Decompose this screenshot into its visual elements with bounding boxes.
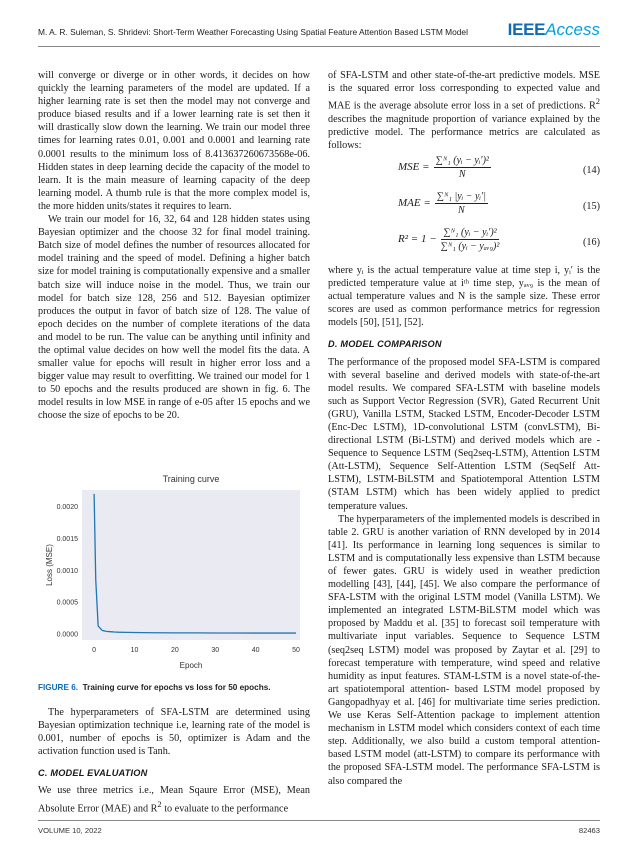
x-tick-label: 20 xyxy=(170,647,179,654)
eq15-number: (15) xyxy=(583,200,600,212)
page-header xyxy=(38,22,600,44)
y-tick-label: 0.0020 xyxy=(56,503,78,511)
y-tick-label: 0.0015 xyxy=(56,535,78,543)
eq15-denominator: N xyxy=(458,205,465,217)
equation-14 xyxy=(328,152,600,188)
rp1-sup: 2 xyxy=(595,96,600,107)
y-tick-labels xyxy=(57,504,79,639)
rp1-text-b: describes the magnitude proportion of variance explained by the predictive model. The performance metrics are calculated as follows: xyxy=(328,113,600,151)
equation-15 xyxy=(328,188,600,224)
x-tick-label: 30 xyxy=(211,647,220,654)
left-column-bottom xyxy=(38,706,310,815)
eq14-numerator: ∑ᴺ₁ (yᵢ − yᵢ′)² xyxy=(434,154,491,168)
equation-16 xyxy=(328,224,600,264)
chart-title: Training curve xyxy=(162,474,220,484)
figure-6-chart xyxy=(38,458,310,670)
right-column xyxy=(328,69,600,788)
eq16-number: (16) xyxy=(583,236,600,248)
x-tick-label: 10 xyxy=(130,647,139,654)
figure-caption-text: Training curve for epochs vs loss for 50 epochs. xyxy=(82,683,271,692)
eq15-numerator: ∑ᴺ₁ |yᵢ − yᵢ′| xyxy=(435,190,488,204)
left-paragraph-4 xyxy=(38,784,310,815)
right-paragraph-4: The hyperparameters of the implemented models is described in table 2. GRU is another variation of RNN developed by in 2014 [41]. Its performance in learning long sequences is similar to LSTM and is computationally less expensive than LSTM because of fewer gates. GRU is widely used in weather prediction modelling [43], [44], [45]. We also compare the performance of SFA-LSTM with the original LSTM model (Vanilla LSTM). We implemented an integrated LSTM-BiLSTM model which was proposed by Maddu et al. [35] to forecast soil temperature with multivariate input variables. Sequence to Sequence LSTM (seq2seq LSTM) model was proposed by Zaytar et al. [29] to forecast temperature with temperature, wind speed and relative humidity as input features. STAM-LSTM is a novel state-of-the-art spatiotemporal attention- based LSTM model proposed by Gangopadhyay et al. [46] for multivariate time series prediction. We use Keras Self-Attention package to implement attention mechanism in LSTM model which considers context of each time step. Additionally, we also build a custom temporal attention-based LSTM model (att-LSTM) to compare its performance with the proposed SFA-LSTM model. The performance SFA-LSTM is also compared the xyxy=(328,513,600,787)
x-axis-label: Epoch xyxy=(179,661,203,670)
ieee-access-logo xyxy=(508,20,600,40)
eq16-lhs: R² = 1 − xyxy=(398,233,437,246)
y-tick-label: 0.0005 xyxy=(56,599,78,607)
y-tick-label: 0.0010 xyxy=(56,567,78,575)
eq14-denominator: N xyxy=(458,169,466,181)
y-tick-label: 0.0000 xyxy=(56,631,78,639)
section-c-heading: C. MODEL EVALUATION xyxy=(38,768,148,779)
figure-label: FIGURE 6. xyxy=(38,683,79,692)
x-tick-label: 0 xyxy=(92,647,97,654)
header-rule xyxy=(38,46,600,47)
rp1-text-a: of SFA-LSTM and other state-of-the-art predictive models. MSE is the squared error loss corresponding to expected value and MAE is the average absolute error loss in a set of predictions. R xyxy=(328,70,600,112)
eq14-lhs: MSE = xyxy=(398,161,430,174)
p4-sup: 2 xyxy=(157,798,162,809)
section-d-heading: D. MODEL COMPARISON xyxy=(328,339,442,350)
left-column xyxy=(38,69,310,423)
p4-text-a: We use three metrics i.e., Mean Sqaure Error (MSE), Mean Absolute Error (MAE) and R xyxy=(38,785,310,814)
right-paragraph-2: where yᵢ is the actual temperature value at time step i, yᵢ′ is the predicted temperature value at iᵗʰ time step, yₐᵥ₉ is the mean of actual temperature values and N is the sample size. These error scores are used as common performance metrics for regression models [50], [51], [52]. xyxy=(328,264,600,329)
footer-rule xyxy=(38,820,600,821)
eq14-number: (14) xyxy=(583,164,600,176)
x-tick-label: 50 xyxy=(292,647,300,654)
left-paragraph-3: The hyperparameters of SFA-LSTM are determined using Bayesian optimization technique i.e, learning rate of the model is 0.001, number of epochs is 50, optimizer is Adam and the activation function used is Tanh. xyxy=(38,707,310,758)
logo-ieee-text: IEEE xyxy=(507,20,546,39)
footer-volume: VOLUME 10, 2022 xyxy=(38,826,102,835)
training-curve-svg xyxy=(38,458,310,670)
x-tick-label: 40 xyxy=(251,647,260,654)
footer-page-number: 82463 xyxy=(578,826,600,835)
x-tick-labels xyxy=(92,647,300,654)
y-axis-label: Loss (MSE) xyxy=(45,544,54,586)
right-paragraph-3: The performance of the proposed model SFA-LSTM is compared with several baseline and derived models with state-of-the-art model results. We compared SFA-LSTM with baseline models such as Support Vector Regression (SVR), Gated Recurrent Unit (GRU), Vanilla LSTM, Stacked LSTM, Encoder-Decoder LSTM (Enc-Dec LSTM), 1D-convolutional LSTM (convLSTM), Bi-directional LSTM (Bi-LSTM) and derived models which are - Sequence to Sequence LSTM (Seq2seq-LSTM), Attention LSTM (Att-LSTM), Sequence Self-Attention LSTM (SeqSelf Att-LSTM), LSTM-BiLSTM and Spatiotemporal Attention LSTM (STAM LSTM) which has been widely applied to predict temperature values. xyxy=(328,356,600,512)
left-paragraph-2: We train our model for 16, 32, 64 and 128 hidden states using Bayesian optimizer and the choose 32 for final model training. Batch size of model defines the number of resources allocated for model training and the speed of model. Defining a higher batch size for model training is computationally expensive and a smaller batch size will induce noise in the model. Thus, we train our model for batch size 128, 256 and 512. Bayesian optimizer produces the output in favor of batch size of 128. The value of epoch decides on the number of complete iterations of the data and model to be run. The value can be anything until infinity and the optimal value decides on how well the model fits the data. A smaller value for epochs will result in higher error loss and a bigger value may result to overfitting. We trained our model for 1 to 50 epochs and the results produced are shown in fig. 6. The model results in low MSE in range of e-05 after 15 epochs and we choose the size of epochs to be 20. xyxy=(38,214,310,422)
logo-access-text: Access xyxy=(545,20,600,39)
right-paragraph-1 xyxy=(328,69,600,152)
eq15-lhs: MAE = xyxy=(398,197,431,210)
plot-area xyxy=(82,490,300,640)
figure-caption xyxy=(38,683,310,692)
running-title: M. A. R. Suleman, S. Shridevi: Short-Term Weather Forecasting Using Spatial Feature Attention Based LSTM Model xyxy=(38,27,468,37)
p4-text-b: to evaluate to the performance xyxy=(161,802,289,814)
eq16-denominator: ∑ᴺ₁ (yᵢ − yₐᵥ₉)² xyxy=(440,241,500,253)
eq16-numerator: ∑ᴺ₁ (yᵢ − yᵢ′)² xyxy=(441,226,500,240)
left-paragraph-1: will converge or diverge or in other words, it decides on how quickly the learning parameters of the model are updated. If a higher learning rate is set then the model may not converge and produce biased results and if a lower learning rate is set then it will drastically slow down the learning. We train our model three times for learning rates 0.01, 0.001 and 0.0001 and learning rate 0.0001 results to the minimum loss of 8.413637260673568e-06. Hidden states in deep learning decide the capacity of the model to learn. It is the main measure of learning capacity of the deep learning model. A thumb rule is that the more complex model is, the more hidden units/states it requires to learn. xyxy=(38,70,310,212)
